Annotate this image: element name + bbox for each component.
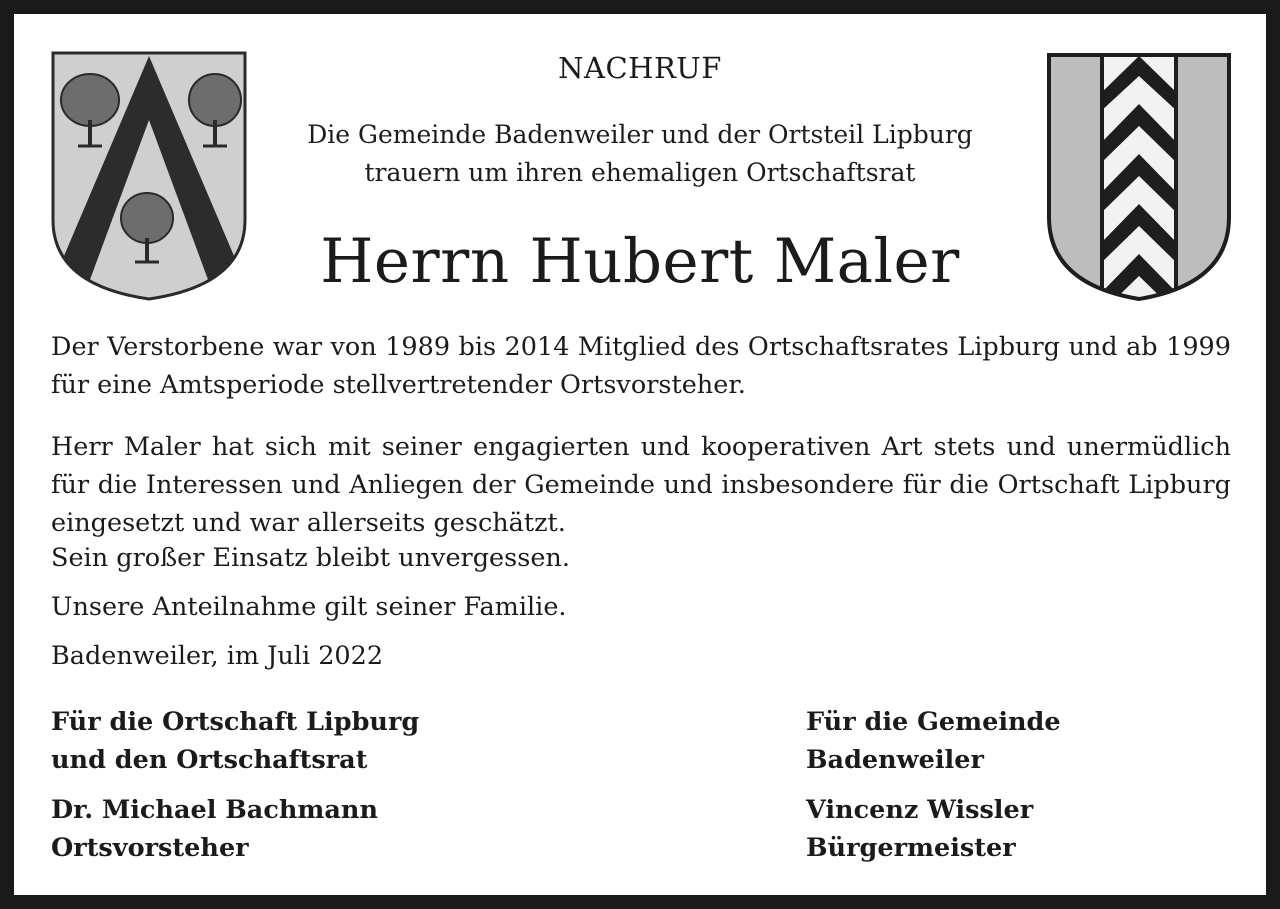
signature-right-role: Bürgermeister (806, 833, 1016, 863)
obituary-title: NACHRUF (558, 51, 722, 85)
paragraph-tribute: Herr Maler hat sich mit seiner engagierten und kooperativen Art stets und unermüdlich für die Interessen und Anliegen der Gemeinde und insbesondere für die Ortschaft Lipburg eingesetzt und war allerseits geschätzt. (51, 432, 1231, 538)
deceased-name: Herrn Hubert Maler (320, 226, 960, 297)
signature-right-org-line-1: Für die Gemeinde Badenweiler (806, 707, 1061, 775)
intro-line-2: trauern um ihren ehemaligen Ortschaftsrat (364, 158, 916, 187)
intro-line-1: Die Gemeinde Badenweiler und der Ortsteil Lipburg (307, 120, 973, 149)
signature-left-organization (51, 703, 611, 779)
signature-left-org-line-1: Für die Ortschaft Lipburg (51, 707, 420, 737)
signature-right-name: Vincenz Wissler (806, 795, 1034, 825)
paragraph-condolence: Unsere Anteilnahme gilt seiner Familie. (51, 592, 567, 622)
signature-right-organization (806, 703, 1246, 779)
signature-right-person (806, 791, 1246, 867)
signature-left-name: Dr. Michael Bachmann (51, 795, 378, 825)
paragraph-membership: Der Verstorbene war von 1989 bis 2014 Mitglied des Ortschaftsrates Lipburg und ab 1999 für eine Amtsperiode stellvertretender Ortsvorsteher. (51, 332, 1231, 400)
place-date: Badenweiler, im Juli 2022 (51, 641, 384, 671)
signature-left-org-line-2: und den Ortschaftsrat (51, 745, 368, 775)
signature-left-person (51, 791, 611, 867)
paragraph-remembrance: Sein großer Einsatz bleibt unvergessen. (51, 543, 570, 573)
obituary-card (14, 14, 1266, 895)
signature-left-role: Ortsvorsteher (51, 833, 249, 863)
intro-text (14, 116, 1266, 192)
